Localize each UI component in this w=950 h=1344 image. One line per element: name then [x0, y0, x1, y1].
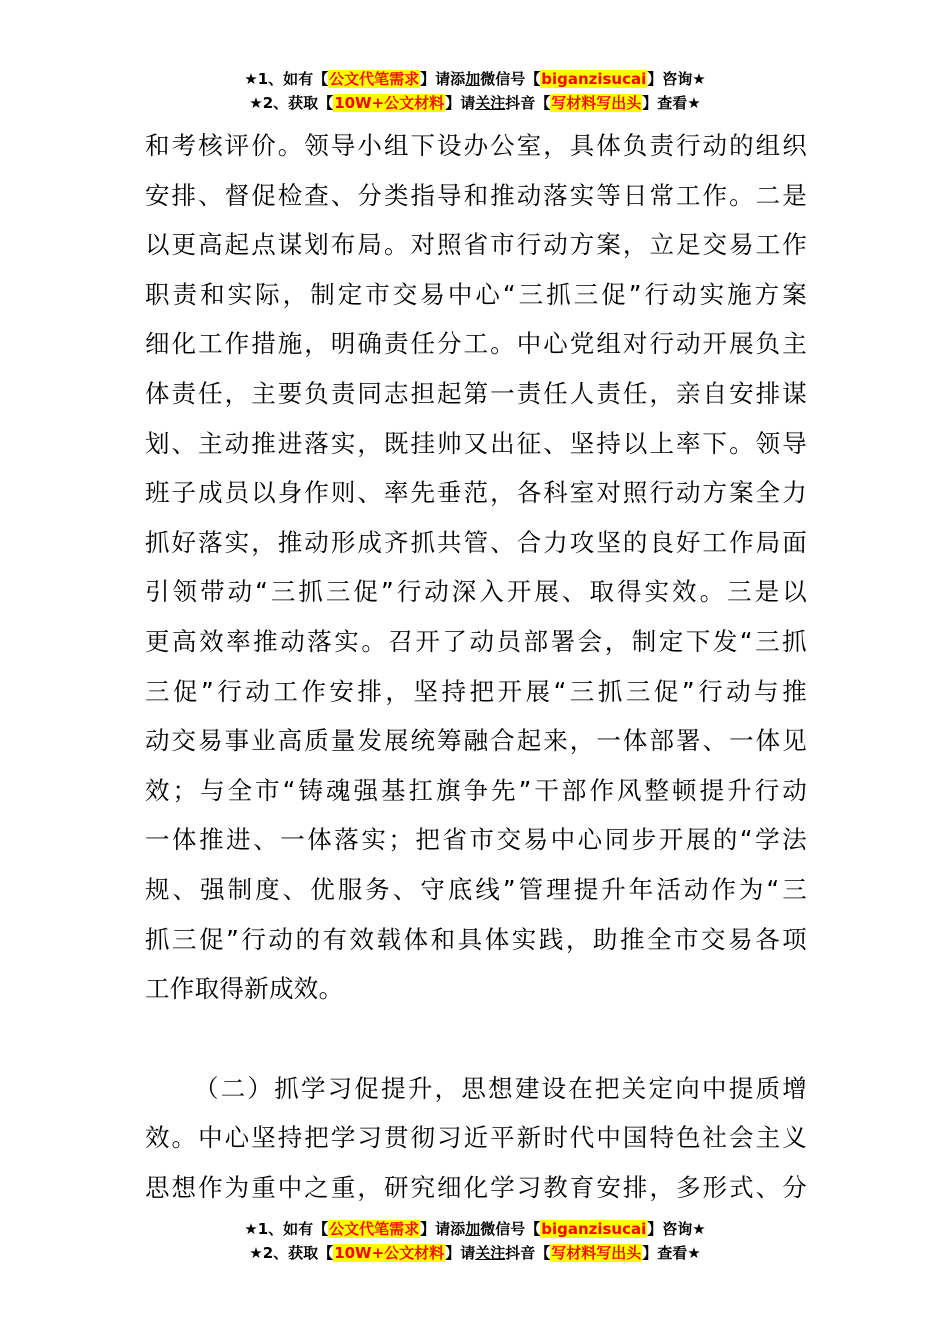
- text-line: 体责任，主要负责同志担起第一责任人责任，亲自安排谋: [145, 378, 807, 408]
- banner-text: ★1、如有【: [244, 70, 329, 88]
- text-line: 思想作为重中之重，研究细化学习教育安排，多形式、分: [145, 1172, 807, 1202]
- text-line: 安排、督促检查、分类指导和推动落实等日常工作。二是: [145, 180, 807, 210]
- paragraph-2: [145, 1064, 807, 1213]
- text-line: 和考核评价。领导小组下设办公室，具体负责行动的组织: [145, 131, 807, 160]
- text-line: 班子成员以身作则、率先垂范，各科室对照行动方案全力: [145, 478, 807, 508]
- section-heading-line: （二）抓学习促提升，思想建设在把关定向中提质增: [194, 1073, 807, 1103]
- banner-line-2: [0, 92, 950, 116]
- highlight-text: biganzisucai: [541, 70, 647, 88]
- underlined-text: 关注: [475, 1244, 506, 1262]
- underlined-text: 加: [465, 70, 481, 88]
- banner-text: ★1、如有【: [244, 1220, 329, 1238]
- banner-line-1: [0, 68, 950, 92]
- banner-text: ★2、获取【: [249, 1244, 334, 1262]
- text-line: 工作取得新成效。: [145, 974, 344, 1004]
- banner-text: 】请: [445, 94, 476, 112]
- banner-text: 】查看★: [642, 1244, 701, 1262]
- banner-text: 】请添: [420, 70, 466, 88]
- highlight-text: 写材料写出头: [551, 1244, 642, 1262]
- highlight-text: 公文代笔需求: [329, 70, 420, 88]
- text-line: 一体推进、一体落实；把省市交易中心同步开展的“学法: [145, 825, 807, 855]
- text-line: 三促”行动工作安排，坚持把开展“三抓三促”行动与推: [145, 676, 807, 706]
- paragraph-spacer: [145, 1014, 807, 1064]
- banner-text: 抖音【: [505, 1244, 551, 1262]
- banner-text: 】查看★: [642, 94, 701, 112]
- banner-text: 抖音【: [505, 94, 551, 112]
- banner-line-1: [0, 1218, 950, 1242]
- highlight-text: biganzisucai: [541, 1220, 647, 1238]
- highlight-text: 10W+公文材料: [334, 1244, 445, 1262]
- text-line: 引领带动“三抓三促”行动深入开展、取得实效。三是以: [145, 577, 807, 607]
- banner-text: ★2、获取【: [249, 94, 334, 112]
- underlined-text: 关注: [475, 94, 506, 112]
- banner-text: 微信号【: [480, 1220, 541, 1238]
- text-line: 抓好落实，推动形成齐抓共管、合力攻坚的良好工作局面: [145, 527, 807, 557]
- banner-text: 微信号【: [480, 70, 541, 88]
- highlight-text: 10W+公文材料: [334, 94, 445, 112]
- highlight-text: 写材料写出头: [551, 94, 642, 112]
- text-line: 效；与全市“铸魂强基扛旗争先”干部作风整顿提升行动: [145, 775, 807, 805]
- banner-line-2: [0, 1242, 950, 1266]
- footer-banner: [0, 1218, 950, 1266]
- text-line: 规、强制度、优服务、守底线”管理提升年活动作为“三: [145, 874, 807, 904]
- document-body: [145, 121, 807, 1212]
- paragraph-1: [145, 121, 807, 1014]
- text-line: 细化工作措施，明确责任分工。中心党组对行动开展负主: [145, 329, 807, 359]
- text-line: 职责和实际，制定市交易中心“三抓三促”行动实施方案: [145, 279, 807, 309]
- text-line: 效。中心坚持把学习贯彻习近平新时代中国特色社会主义: [145, 1123, 807, 1153]
- text-line: 更高效率推动落实。召开了动员部署会，制定下发“三抓: [145, 626, 807, 656]
- text-line: 抓三促”行动的有效载体和具体实践，助推全市交易各项: [145, 924, 807, 954]
- banner-text: 】请添: [420, 1220, 466, 1238]
- underlined-text: 加: [465, 1220, 481, 1238]
- header-banner: [0, 68, 950, 116]
- text-line: 以更高起点谋划布局。对照省市行动方案，立足交易工作: [145, 230, 807, 260]
- text-line: 动交易事业高质量发展统筹融合起来，一体部署、一体见: [145, 726, 807, 756]
- banner-text: 】请: [445, 1244, 476, 1262]
- banner-text: 】咨询★: [647, 1220, 706, 1238]
- banner-text: 】咨询★: [647, 70, 706, 88]
- text-line: 划、主动推进落实，既挂帅又出征、坚持以上率下。领导: [145, 428, 807, 458]
- highlight-text: 公文代笔需求: [329, 1220, 420, 1238]
